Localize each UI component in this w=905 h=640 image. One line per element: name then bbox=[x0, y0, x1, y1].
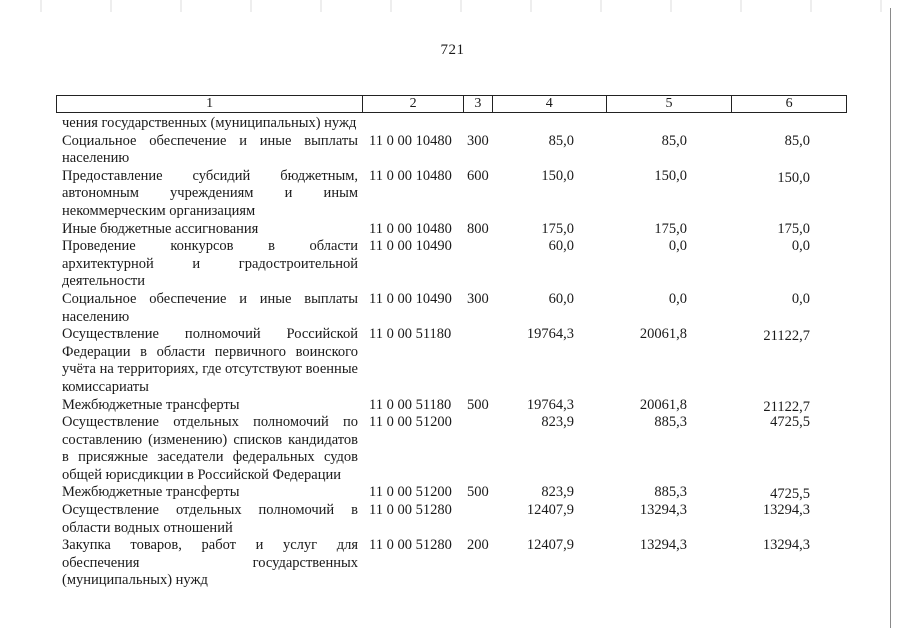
row-type: 300 bbox=[467, 290, 489, 307]
table-row bbox=[0, 397, 905, 415]
table-row bbox=[0, 133, 905, 168]
row-value-2: 13294,3 bbox=[639, 502, 687, 519]
row-name: Предоставление субсидий бюджетным, автономным учреждениям и иным некоммерческим организациям bbox=[62, 167, 358, 219]
row-name: Осуществление отдельных полномочий по составлению (изменению) списков кандидатов в присяжные заседатели федеральных судов общей юрисдикции в Российской Федерации bbox=[62, 414, 358, 483]
row-value-2: 20061,8 bbox=[639, 326, 687, 343]
row-value-1: 12407,9 bbox=[526, 537, 574, 554]
row-value-2: 175,0 bbox=[654, 220, 687, 237]
table-row bbox=[0, 502, 905, 537]
row-name: Социальное обеспечение и иные выплаты населению bbox=[62, 132, 358, 167]
row-value-2: 150,0 bbox=[654, 167, 687, 184]
row-code: 11 0 00 10480 bbox=[369, 167, 452, 184]
row-value-1: 19764,3 bbox=[526, 396, 574, 413]
row-code: 11 0 00 51180 bbox=[369, 396, 452, 413]
row-value-3: 150,0 bbox=[777, 169, 810, 186]
row-type: 300 bbox=[467, 132, 489, 149]
row-code: 11 0 00 10480 bbox=[369, 132, 452, 149]
row-value-1: 60,0 bbox=[548, 238, 574, 255]
row-value-1: 85,0 bbox=[548, 132, 574, 149]
row-value-2: 20061,8 bbox=[639, 396, 687, 413]
row-type: 200 bbox=[467, 537, 489, 554]
row-value-1: 12407,9 bbox=[526, 502, 574, 519]
row-value-3: 0,0 bbox=[791, 238, 810, 255]
row-value-3: 85,0 bbox=[784, 132, 810, 149]
header-col-3: 3 bbox=[464, 96, 493, 112]
row-code: 11 0 00 10490 bbox=[369, 290, 452, 307]
table-row bbox=[0, 291, 905, 326]
table-header-row bbox=[56, 95, 847, 113]
row-value-2: 85,0 bbox=[661, 132, 687, 149]
row-value-3: 0,0 bbox=[791, 290, 810, 307]
row-code: 11 0 00 51180 bbox=[369, 326, 452, 343]
table-row bbox=[0, 484, 905, 502]
row-value-2: 885,3 bbox=[654, 414, 687, 431]
table-body bbox=[0, 115, 905, 590]
row-name: Осуществление отдельных полномочий в области водных отношений bbox=[62, 502, 358, 536]
header-col-1: 1 bbox=[57, 96, 363, 112]
header-col-2: 2 bbox=[363, 96, 464, 112]
header-col-6: 6 bbox=[785, 96, 793, 111]
table-row bbox=[0, 326, 905, 396]
row-name: Проведение конкурсов в области архитектурной и градостроительной деятельности bbox=[62, 238, 358, 290]
row-value-3: 21122,7 bbox=[763, 328, 810, 345]
row-value-1: 150,0 bbox=[541, 167, 574, 184]
row-type: 500 bbox=[467, 396, 489, 413]
row-name: Социальное обеспечение и иные выплаты населению bbox=[62, 290, 358, 325]
row-name: Межбюджетные трансферты bbox=[62, 484, 240, 501]
row-name: чения государственных (муниципальных) нужд bbox=[62, 115, 357, 131]
row-value-2: 0,0 bbox=[668, 238, 687, 255]
table-row bbox=[0, 221, 905, 239]
row-code: 11 0 00 51280 bbox=[369, 502, 452, 519]
row-value-3: 4725,5 bbox=[770, 486, 810, 503]
page-number: 721 bbox=[440, 42, 465, 58]
row-code: 11 0 00 10480 bbox=[369, 220, 452, 237]
row-value-1: 175,0 bbox=[541, 220, 574, 237]
header-col-4: 4 bbox=[493, 96, 607, 112]
row-value-1: 19764,3 bbox=[526, 326, 574, 343]
row-value-2: 13294,3 bbox=[639, 537, 687, 554]
row-type: 500 bbox=[467, 484, 489, 501]
row-code: 11 0 00 51200 bbox=[369, 414, 452, 431]
table-row bbox=[0, 238, 905, 291]
header-col-5: 5 bbox=[607, 96, 733, 112]
row-type: 800 bbox=[467, 220, 489, 237]
row-code: 11 0 00 51200 bbox=[369, 484, 452, 501]
row-name: Осуществление полномочий Российской Федерации в области первичного воинского учёта на территориях, где отсутствуют военные комиссариаты bbox=[62, 326, 358, 395]
row-value-3: 175,0 bbox=[777, 220, 810, 237]
row-value-3: 4725,5 bbox=[770, 414, 810, 431]
row-name: Иные бюджетные ассигнования bbox=[62, 220, 259, 237]
row-value-3: 13294,3 bbox=[762, 537, 810, 554]
table-row bbox=[0, 537, 905, 590]
table-row bbox=[0, 168, 905, 221]
table-row bbox=[0, 414, 905, 484]
row-value-2: 0,0 bbox=[668, 290, 687, 307]
row-value-3: 13294,3 bbox=[762, 502, 810, 519]
row-value-1: 60,0 bbox=[548, 290, 574, 307]
row-value-3: 21122,7 bbox=[763, 398, 810, 415]
scan-top-edge bbox=[0, 0, 905, 12]
row-code: 11 0 00 51280 bbox=[369, 537, 452, 554]
row-type: 600 bbox=[467, 167, 489, 184]
row-value-1: 823,9 bbox=[541, 484, 574, 501]
row-value-2: 885,3 bbox=[654, 484, 687, 501]
table-row bbox=[0, 115, 905, 133]
row-value-1: 823,9 bbox=[541, 414, 574, 431]
row-name: Закупка товаров, работ и услуг для обеспечения государственных (муниципальных) нужд bbox=[62, 537, 358, 589]
row-code: 11 0 00 10490 bbox=[369, 238, 452, 255]
row-name: Межбюджетные трансферты bbox=[62, 396, 240, 413]
